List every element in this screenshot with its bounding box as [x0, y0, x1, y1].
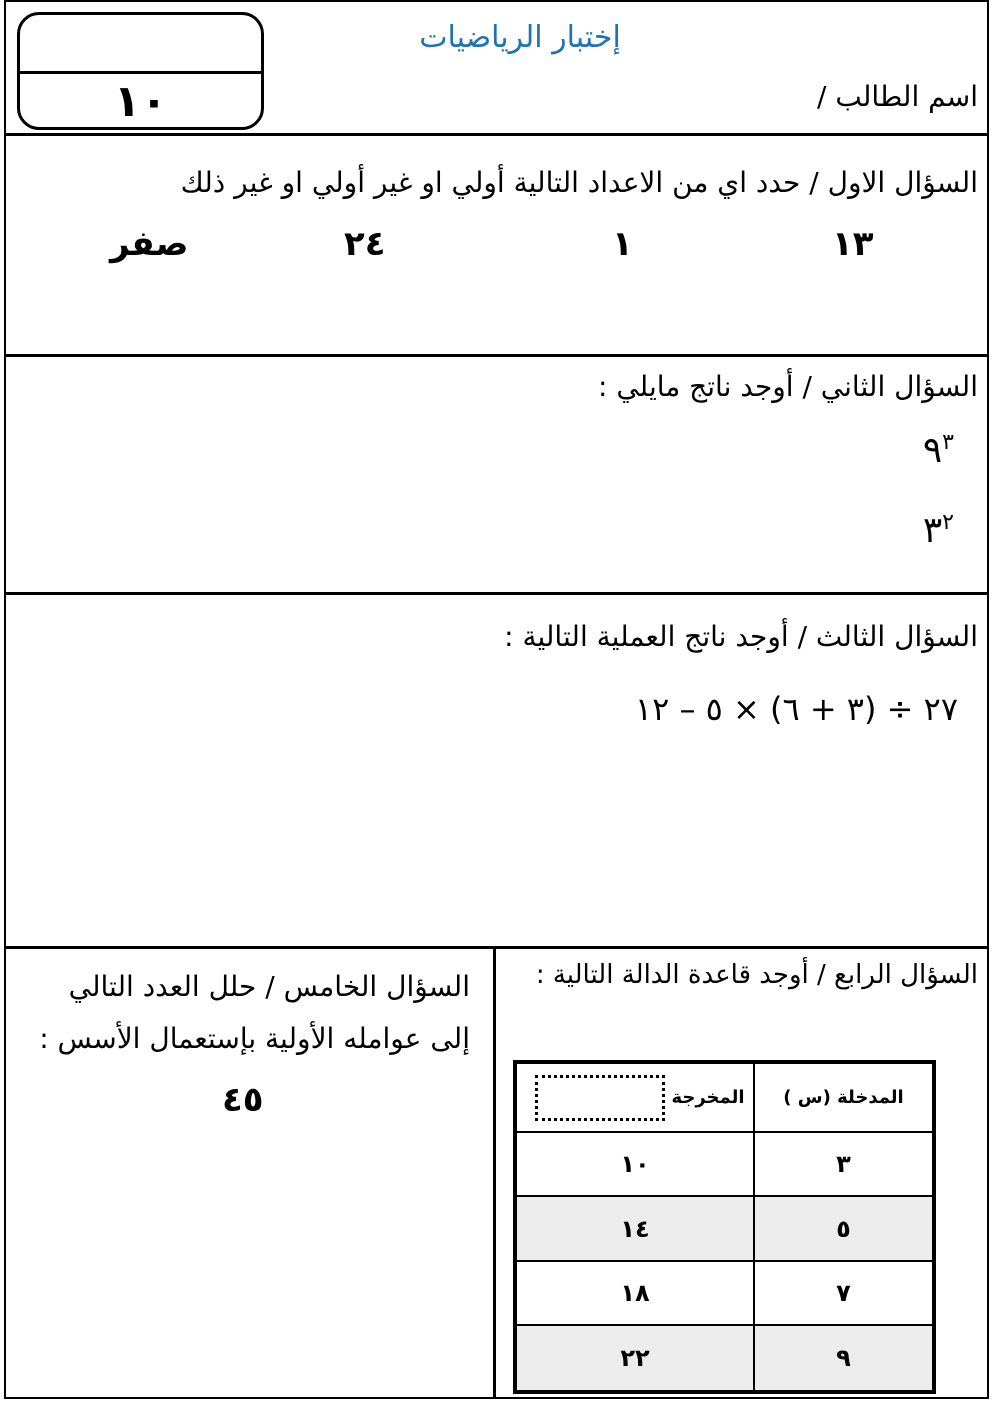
- table-row: [515, 1196, 934, 1260]
- q3-expression: ٢٧ ÷ (٣ + ٦) × ٥ – ١٢: [634, 690, 958, 728]
- divider-q4-q5: [493, 948, 496, 1399]
- exam-title: إختبار الرياضيات: [419, 20, 621, 55]
- q5-number: ٤٥: [222, 1080, 264, 1120]
- score-box: [17, 12, 264, 130]
- output-cell: ٢٢: [515, 1325, 754, 1392]
- q2-power-2-base: ٣: [922, 510, 943, 551]
- question-4-text: السؤال الرابع / أوجد قاعدة الدالة التالية :: [535, 960, 978, 990]
- q1-number-2: ١: [612, 224, 633, 264]
- q1-number-1: ١٣: [832, 224, 874, 264]
- divider-q1: [4, 354, 989, 357]
- input-cell: ٩: [754, 1325, 934, 1392]
- divider-header: [4, 133, 989, 136]
- input-cell: ٣: [754, 1132, 934, 1196]
- score-value: ١٠: [113, 76, 168, 127]
- table-row: [515, 1132, 934, 1196]
- question-2-text: السؤال الثاني / أوجد ناتج مايلي :: [598, 370, 978, 403]
- output-header: [515, 1062, 754, 1132]
- question-1-text: السؤال الاول / حدد اي من الاعداد التالية أولي او غير أولي او غير ذلك: [180, 166, 978, 199]
- output-answer-box[interactable]: [535, 1075, 665, 1121]
- question-5-line-1: السؤال الخامس / حلل العدد التالي: [68, 970, 470, 1003]
- function-table: [513, 1060, 936, 1394]
- input-header: المدخلة (س ): [754, 1062, 934, 1132]
- divider-q3: [4, 946, 989, 949]
- q2-power-2: [923, 510, 954, 551]
- question-3-text: السؤال الثالث / أوجد ناتج العملية التالية :: [504, 620, 978, 653]
- output-header-label: المخرجة: [671, 1087, 745, 1108]
- output-cell: ١٨: [515, 1261, 754, 1325]
- q1-number-4: صفر: [110, 224, 189, 264]
- q2-power-1-base: ٩: [922, 430, 943, 471]
- table-row: [515, 1261, 934, 1325]
- student-name-label: اسم الطالب /: [817, 80, 978, 113]
- function-table-header: [515, 1062, 934, 1132]
- input-cell: ٥: [754, 1196, 934, 1260]
- output-cell: ١٠: [515, 1132, 754, 1196]
- q1-number-3: ٢٤: [344, 224, 386, 264]
- question-5-line-2: إلى عوامله الأولية بإستعمال الأسس :: [39, 1022, 470, 1055]
- table-row: [515, 1325, 934, 1392]
- q2-power-1-exp: ٣: [942, 430, 954, 455]
- score-divider: [20, 71, 261, 74]
- input-cell: ٧: [754, 1261, 934, 1325]
- q2-power-2-exp: ٢: [942, 510, 954, 535]
- output-cell: ١٤: [515, 1196, 754, 1260]
- divider-q2: [4, 592, 989, 595]
- q2-power-1: [923, 430, 954, 471]
